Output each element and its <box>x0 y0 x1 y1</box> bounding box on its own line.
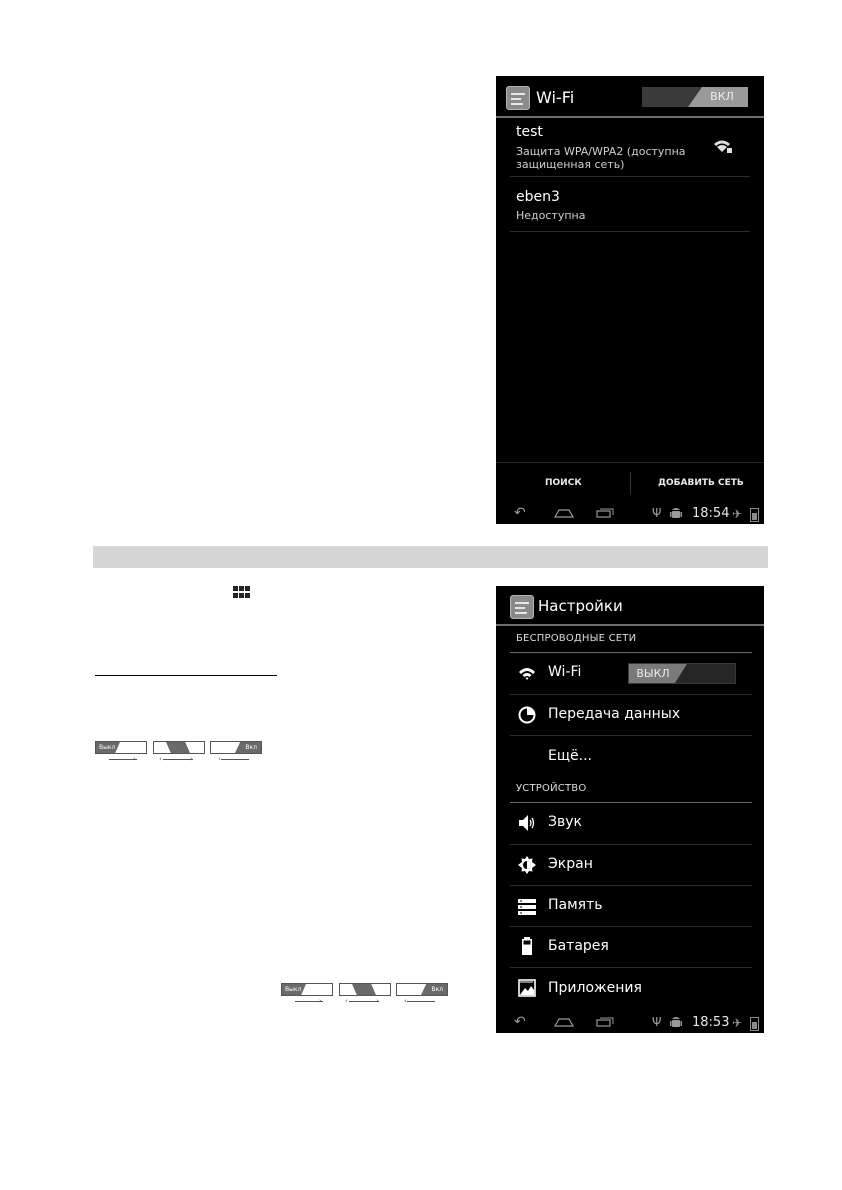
actionbar-divider <box>496 624 764 626</box>
wifi-title: Wi-Fi <box>536 88 575 107</box>
battery-icon <box>518 937 536 955</box>
status-clock: 18:53 <box>692 1015 730 1030</box>
network-item-eben3[interactable] <box>496 177 764 231</box>
settings-item-data-usage[interactable] <box>496 695 764 735</box>
settings-item-display[interactable] <box>496 845 764 885</box>
data-usage-icon <box>518 706 536 724</box>
settings-title: Настройки <box>538 597 623 615</box>
arrow-both <box>349 1001 379 1002</box>
settings-screenshot <box>496 586 764 1033</box>
recent-apps-icon[interactable] <box>596 508 614 518</box>
settings-item-sound[interactable] <box>496 803 764 843</box>
apps-icon <box>518 979 536 997</box>
android-debug-icon <box>670 507 682 520</box>
section-heading-bar <box>93 546 768 568</box>
button-bar-divider <box>496 462 764 463</box>
battery-status-icon <box>750 508 759 522</box>
airplane-mode-icon: ✈ <box>732 1016 743 1030</box>
display-icon <box>518 856 536 874</box>
recent-apps-icon[interactable] <box>596 1017 614 1027</box>
usb-icon: Ψ <box>652 506 662 520</box>
button-separator <box>630 472 631 494</box>
arrow-left <box>221 759 249 760</box>
section-header-wireless: БЕСПРОВОДНЫЕ СЕТИ <box>516 633 637 644</box>
arrow-both <box>163 759 193 760</box>
network-status: Защита WPA/WPA2 (доступна защищенная сеть) <box>516 145 686 171</box>
network-item-test[interactable] <box>496 118 764 176</box>
wifi-toggle-label: ВКЛ <box>710 90 734 103</box>
settings-app-icon <box>506 86 530 110</box>
section-header-device: УСТРОЙСТВО <box>516 783 587 794</box>
system-bar <box>496 504 764 524</box>
settings-item-label: Передача данных <box>548 706 681 722</box>
switch-middle-state <box>339 983 391 996</box>
wifi-icon <box>518 665 536 683</box>
arrow-left <box>407 1001 435 1002</box>
settings-item-label: Ещё... <box>548 748 592 764</box>
wifi-toggle[interactable] <box>628 663 736 684</box>
settings-item-wifi[interactable] <box>496 653 764 693</box>
switch-middle-state <box>153 741 205 754</box>
system-bar <box>496 1013 764 1033</box>
home-icon[interactable] <box>554 508 574 518</box>
wifi-locked-signal-icon <box>712 138 734 154</box>
settings-app-icon <box>510 595 534 619</box>
back-icon[interactable]: ↶ <box>514 1014 526 1030</box>
storage-icon <box>518 898 536 916</box>
list-divider <box>510 231 750 232</box>
network-status: Недоступна <box>516 209 586 222</box>
switch-on-label: Вкл <box>431 986 443 993</box>
switch-off-state <box>281 983 333 996</box>
settings-item-label: Звук <box>548 814 582 830</box>
status-clock: 18:54 <box>692 506 730 521</box>
switch-off-label: Выкл <box>285 986 302 993</box>
settings-item-label: Батарея <box>548 938 609 954</box>
sound-icon <box>518 814 536 832</box>
settings-item-label: Приложения <box>548 980 642 996</box>
switch-off-state <box>95 741 147 754</box>
settings-item-battery[interactable] <box>496 927 764 967</box>
battery-status-icon <box>750 1017 759 1031</box>
switch-off-label: Выкл <box>99 744 116 751</box>
settings-item-label: Wi-Fi <box>548 664 582 680</box>
android-debug-icon <box>670 1016 682 1029</box>
switch-diagram-top: Выкл Вкл › ‹ › ‹ <box>95 741 265 765</box>
settings-item-label: Память <box>548 897 603 913</box>
home-icon[interactable] <box>554 1017 574 1027</box>
settings-item-storage[interactable] <box>496 886 764 926</box>
settings-item-more[interactable] <box>496 736 764 776</box>
settings-item-apps[interactable] <box>496 968 764 1008</box>
search-button[interactable]: ПОИСК <box>545 478 582 488</box>
switch-on-state <box>210 741 262 754</box>
back-icon[interactable]: ↶ <box>514 505 526 521</box>
network-name: eben3 <box>516 189 560 205</box>
apps-grid-icon <box>233 586 250 598</box>
airplane-mode-icon: ✈ <box>732 507 743 521</box>
switch-on-state <box>396 983 448 996</box>
usb-icon: Ψ <box>652 1015 662 1029</box>
add-network-button[interactable]: ДОБАВИТЬ СЕТЬ <box>658 478 744 488</box>
settings-item-label: Экран <box>548 856 593 872</box>
switch-on-label: Вкл <box>245 744 257 751</box>
wifi-screenshot <box>496 76 764 524</box>
network-name: test <box>516 124 543 140</box>
underline-rule <box>95 675 277 676</box>
switch-diagram-bottom: Выкл Вкл › ‹ › ‹ <box>281 983 451 1007</box>
wifi-toggle[interactable] <box>642 87 748 107</box>
wifi-toggle-label: ВЫКЛ <box>636 667 670 680</box>
